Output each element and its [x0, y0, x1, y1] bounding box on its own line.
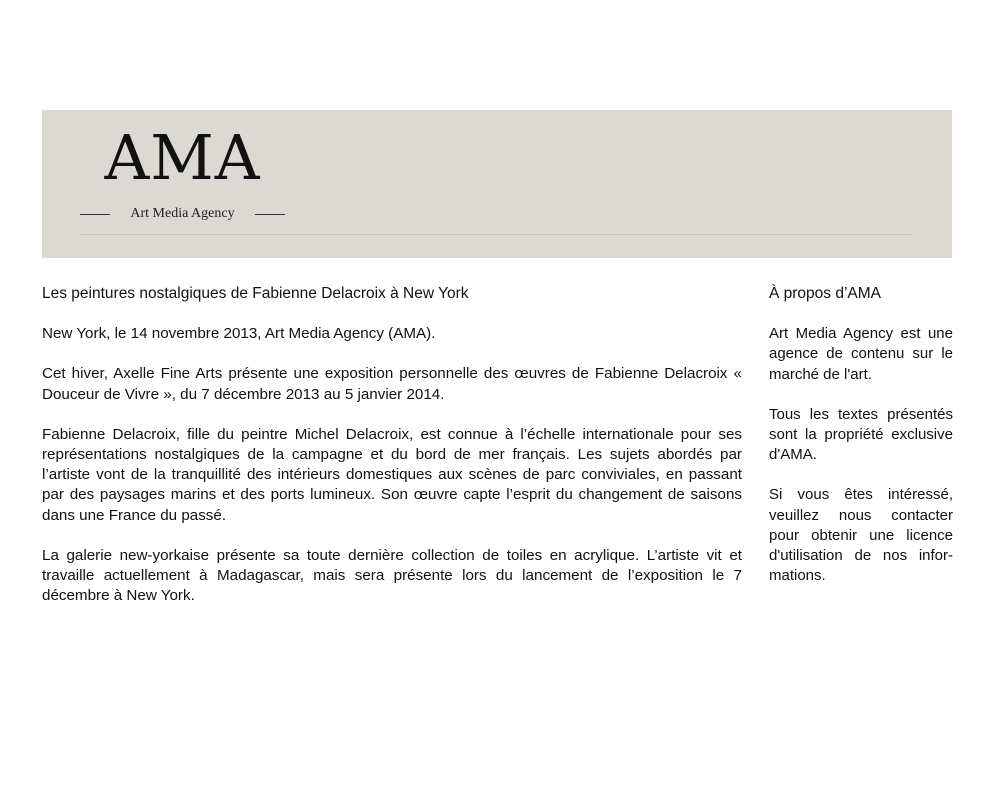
header-banner — [42, 110, 952, 258]
article-title: Les peintures nostalgiques de Fabienne Delacroix à New York — [42, 285, 469, 302]
logo-tagline-row — [80, 204, 285, 224]
article-paragraph: Fabienne Delacroix, fille du peintre Michel Delacroix, est connue à l’échelle internationale pour ses représentations nostalgiques de la campagne et du bord de mer français. Les sujets abordés par l’artiste vont de la tranquillité des intérieurs domestiques aux scènes de parc conviviales, en passant par des paysages marins et des ports lumineux. Son œuvre capte l’esprit du changement de saisons dans une France du passé. — [42, 425, 742, 524]
article-paragraph: Cet hiver, Axelle Fine Arts présente une exposition personnelle des œuvres de Fabienne Delacroix « Douceur de Vivre », du 7 décembre 2013 au 5 janvier 2014. — [42, 365, 742, 403]
logo-wordmark: AMA — [104, 121, 261, 194]
sidebar-paragraph: Art Media Agency est une agence de contenu sur le marché de l'art. — [769, 325, 953, 383]
sidebar-paragraph: Si vous êtes intéressé, veuillez nous contacter pour obtenir une licence d'utilisation de nos informations. — [769, 486, 953, 585]
article-dateline: New York, le 14 novembre 2013, Art Media Agency (AMA). — [42, 325, 436, 343]
logo-rule-left — [80, 214, 110, 215]
sidebar-title: À propos d’AMA — [769, 285, 881, 302]
article-paragraph: La galerie new-yorkaise présente sa toute dernière collection de toiles en acrylique. L’artiste vit et travaille actuellement à Madagascar, mais sera présente lors du lancement de l’exposition le 7 décembre à New York. — [42, 546, 742, 605]
article-column — [42, 284, 742, 626]
banner-divider — [80, 234, 912, 235]
sidebar-paragraph: Tous les textes présentés sont la propriété exclusive d'AMA. — [769, 405, 953, 464]
about-sidebar — [769, 284, 953, 606]
ama-logo — [80, 118, 285, 228]
logo-rule-right — [255, 214, 285, 215]
logo-tagline: Art Media Agency — [130, 206, 235, 221]
